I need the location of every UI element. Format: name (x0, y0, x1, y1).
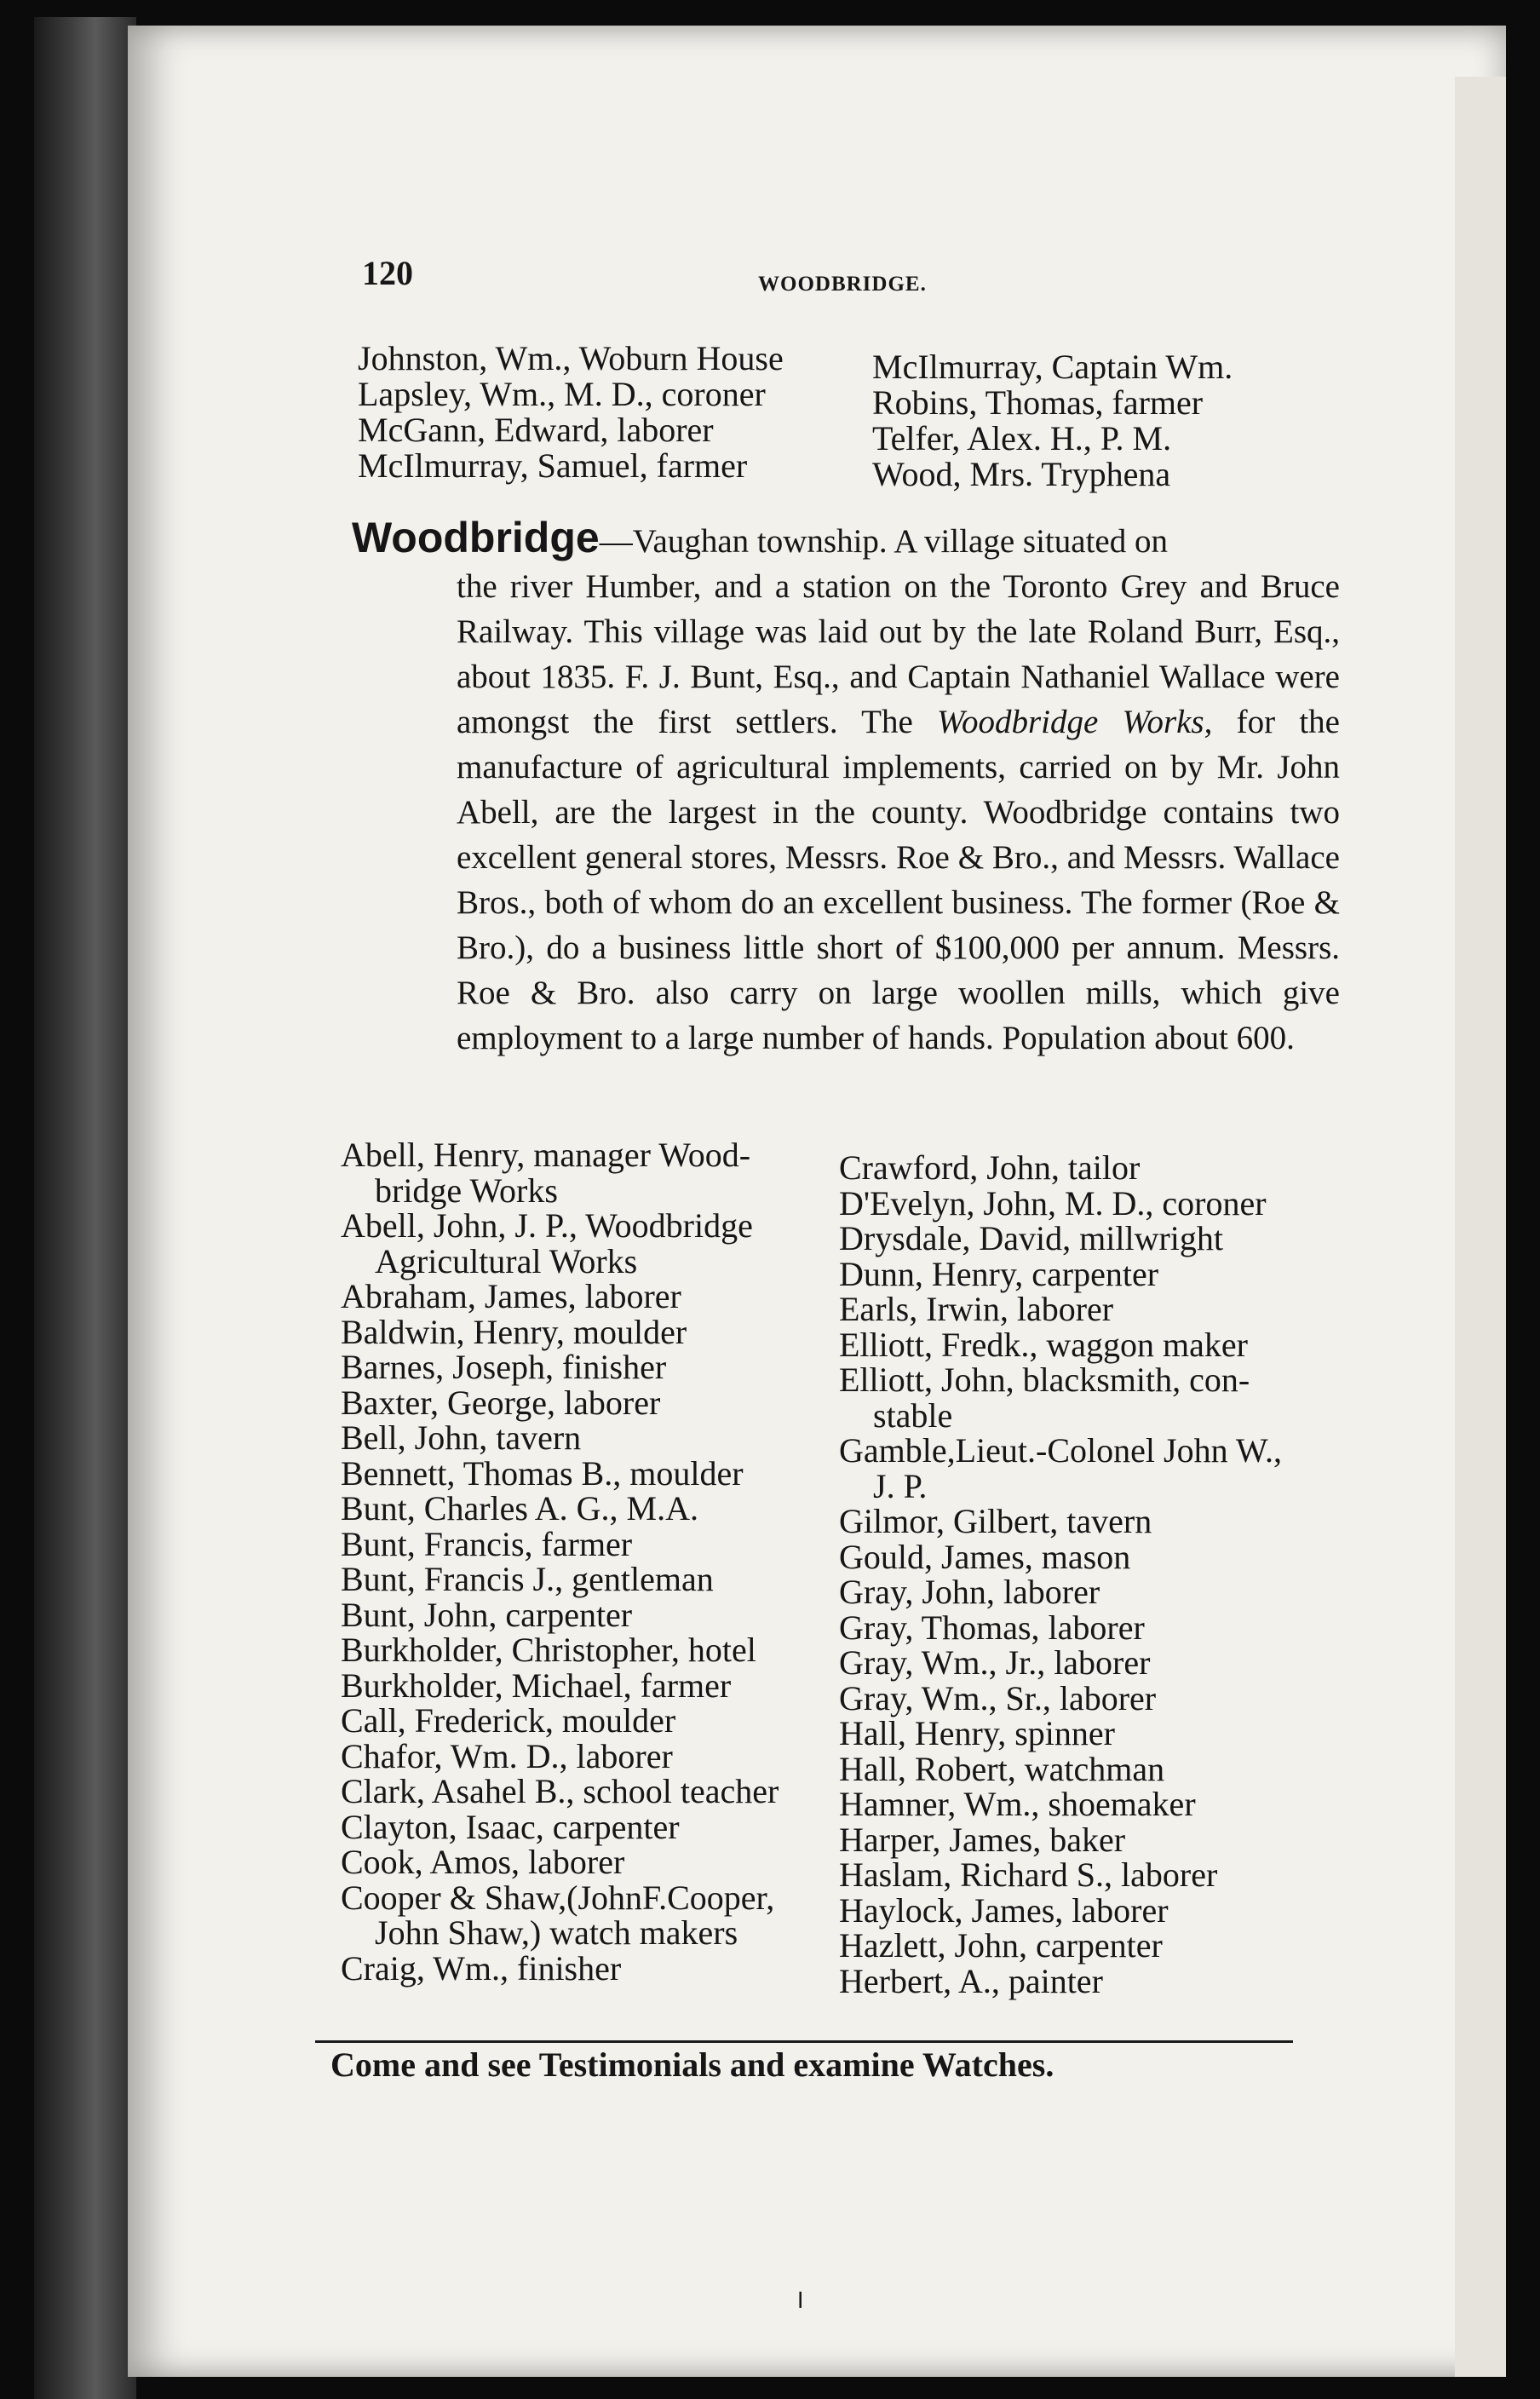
article-text-1: the river Humber, and a station on the Toronto Grey and Bruce Railway. This village was laid out by the late Roland Burr, Esq., about 1835. F. J. Bunt, Esq., and Captain Nathaniel Wallace were amongst the first settlers. The (457, 568, 1340, 740)
book-spine (34, 17, 136, 2399)
directory-entry (839, 1786, 1282, 1822)
directory-entry (341, 1665, 779, 1705)
works-name: Woodbridge Works, (937, 704, 1213, 740)
top-left-column (358, 341, 784, 484)
directory-entry (839, 1749, 1282, 1788)
directory-entry (341, 1524, 779, 1563)
entry-line: Hall, Henry, spinner (839, 1714, 1115, 1752)
directory-entry (839, 1928, 1282, 1964)
entry-line: Burkholder, Michael, farmer (341, 1665, 732, 1705)
directory-entry: Wood, Mrs. Tryphena (872, 455, 1171, 493)
ink-mark: ╵ (792, 2293, 809, 2323)
directory-entry (839, 1822, 1282, 1858)
directory-entry (839, 1504, 1282, 1539)
directory-entry (341, 1809, 779, 1845)
entry-continuation: John Shaw,) watch makers (375, 1913, 738, 1952)
entry-line: Clark, Asahel B., school teacher (341, 1772, 779, 1810)
entry-line: Craig, Wm., finisher (341, 1948, 622, 1988)
directory-entry (341, 1736, 779, 1775)
entry-line: Gamble,Lieut.-Colonel John W., (839, 1431, 1282, 1470)
directory-entry (839, 1716, 1282, 1752)
directory-entry (839, 1150, 1282, 1186)
residents-list-right (839, 1150, 1282, 1999)
entry-line: Bunt, Charles A. G., M.A. (341, 1489, 698, 1527)
village-description (352, 514, 1340, 1061)
directory-entry (341, 1349, 779, 1385)
directory-entry (341, 1312, 779, 1351)
entry-line: D'Evelyn, John, M. D., coroner (839, 1183, 1267, 1223)
article-first-line (352, 514, 1340, 564)
entry-line: Baldwin, Henry, moulder (341, 1312, 687, 1351)
directory-entry (839, 1857, 1282, 1893)
entry-line: Gould, James, mason (839, 1537, 1131, 1576)
entry-line: Elliott, Fredk., waggon maker (839, 1325, 1248, 1364)
directory-entry (839, 1574, 1282, 1610)
running-head: WOODBRIDGE. (758, 273, 927, 296)
entry-line: Abell, John, J. P., Woodbridge (341, 1206, 753, 1245)
entry-line: Baxter, George, laborer (341, 1383, 661, 1422)
directory-entry (341, 1453, 779, 1493)
directory-entry (839, 1610, 1282, 1646)
book-page (128, 26, 1506, 2377)
facing-page-edge (1455, 77, 1506, 2377)
directory-entry (341, 1703, 779, 1739)
directory-entry (839, 1254, 1282, 1293)
article-lead: —Vaughan township. A village situated on (599, 523, 1168, 560)
entry-line: Barnes, Joseph, finisher (341, 1348, 667, 1386)
directory-entry (839, 1292, 1282, 1327)
directory-entry (839, 1327, 1282, 1363)
entry-line: Bennett, Thomas B., moulder (341, 1453, 744, 1493)
entry-line: Call, Frederick, moulder (341, 1701, 676, 1740)
directory-entry (839, 1362, 1282, 1433)
directory-entry (341, 1491, 779, 1527)
article-text-2: for the manufacture of agricultural implements, carried on by Mr. John Abell, are the largest in the county. Woodbridge contains two excellent general stores, Messrs. Roe & Bro., and Messrs. Wallace Bros., both of whom do an excellent business. The former (Roe & Bro.), do a business little short of $100,000 per annum. Messrs. Roe & Bro. also carry on large woollen mills, which give employment to a large number of hands. Population about 600. (457, 704, 1340, 1056)
entry-line: Gray, John, laborer (839, 1573, 1100, 1611)
directory-entry (341, 1279, 779, 1315)
entry-continuation: J. P. (873, 1466, 928, 1505)
entry-line: Dunn, Henry, carpenter (839, 1254, 1159, 1293)
directory-entry (839, 1221, 1282, 1257)
directory-entry: McIlmurray, Captain Wm. (872, 348, 1233, 386)
entry-line: Gilmor, Gilbert, tavern (839, 1502, 1152, 1540)
entry-line: Bunt, John, carpenter (341, 1595, 633, 1634)
entry-line: Elliott, John, blacksmith, con- (839, 1361, 1250, 1399)
entry-line: Gray, Thomas, laborer (839, 1608, 1145, 1647)
entry-line: Crawford, John, tailor (839, 1148, 1141, 1187)
entry-continuation: stable (873, 1395, 953, 1435)
directory-entry (839, 1890, 1282, 1930)
directory-entry (341, 1774, 779, 1809)
top-right-column (872, 349, 1233, 492)
entry-line: Haslam, Richard S., laborer (839, 1855, 1218, 1894)
entry-line: Herbert, A., painter (839, 1961, 1103, 2000)
directory-entry: Robins, Thomas, farmer (872, 383, 1204, 422)
entry-line: Drysdale, David, millwright (839, 1219, 1224, 1257)
directory-entry (341, 1562, 779, 1597)
directory-entry: Telfer, Alex. H., P. M. (872, 419, 1172, 457)
entry-line: Burkholder, Christopher, hotel (341, 1631, 756, 1669)
entry-line: Chafor, Wm. D., laborer (341, 1736, 673, 1775)
directory-entry: Lapsley, Wm., M. D., coroner (358, 375, 766, 413)
directory-entry: Johnston, Wm., Woburn House (358, 339, 784, 377)
entry-line: Abraham, James, laborer (341, 1277, 681, 1315)
entry-line: Bell, John, tavern (341, 1418, 582, 1457)
directory-entry (341, 1948, 779, 1988)
advertisement-line: Come and see Testimonials and examine Watches. (330, 2045, 1054, 2084)
directory-entry (839, 1183, 1282, 1223)
footer-rule (315, 2040, 1293, 2043)
article-body (356, 564, 1340, 1061)
directory-entry (341, 1385, 779, 1421)
entry-line: Abell, Henry, manager Wood- (341, 1136, 751, 1174)
directory-entry (341, 1632, 779, 1668)
page-number: 120 (362, 254, 413, 292)
entry-line: Bunt, Francis, farmer (341, 1524, 633, 1563)
directory-entry (839, 1961, 1282, 2000)
entry-line: Haylock, James, laborer (839, 1890, 1169, 1930)
directory-entry (839, 1539, 1282, 1575)
residents-list-left (341, 1137, 779, 1986)
entry-line: Cook, Amos, laborer (341, 1843, 625, 1881)
entry-line: Clayton, Isaac, carpenter (341, 1807, 680, 1846)
entry-line: Harper, James, baker (839, 1820, 1126, 1859)
directory-entry: McGann, Edward, laborer (358, 411, 714, 449)
entry-line: Cooper & Shaw,(JohnF.Cooper, (341, 1878, 775, 1917)
headword: Woodbridge (352, 514, 600, 561)
entry-line: Bunt, Francis J., gentleman (341, 1560, 714, 1598)
entry-continuation: bridge Works (375, 1171, 558, 1210)
entry-line: Hazlett, John, carpenter (839, 1926, 1163, 1965)
directory-entry (341, 1880, 779, 1951)
directory-entry: McIlmurray, Samuel, farmer (358, 446, 748, 485)
directory-entry (341, 1420, 779, 1456)
entry-line: Gray, Wm., Sr., laborer (839, 1678, 1157, 1717)
directory-entry (341, 1844, 779, 1880)
directory-entry (341, 1137, 779, 1208)
directory-entry (839, 1678, 1282, 1717)
directory-entry (839, 1433, 1282, 1504)
directory-entry (341, 1597, 779, 1633)
entry-line: Earls, Irwin, laborer (839, 1290, 1114, 1328)
directory-entry (839, 1645, 1282, 1681)
entry-continuation: Agricultural Works (375, 1241, 638, 1280)
directory-entry (341, 1208, 779, 1279)
entry-line: Hall, Robert, watchman (839, 1749, 1165, 1788)
entry-line: Gray, Wm., Jr., laborer (839, 1643, 1151, 1682)
entry-line: Hamner, Wm., shoemaker (839, 1785, 1196, 1823)
